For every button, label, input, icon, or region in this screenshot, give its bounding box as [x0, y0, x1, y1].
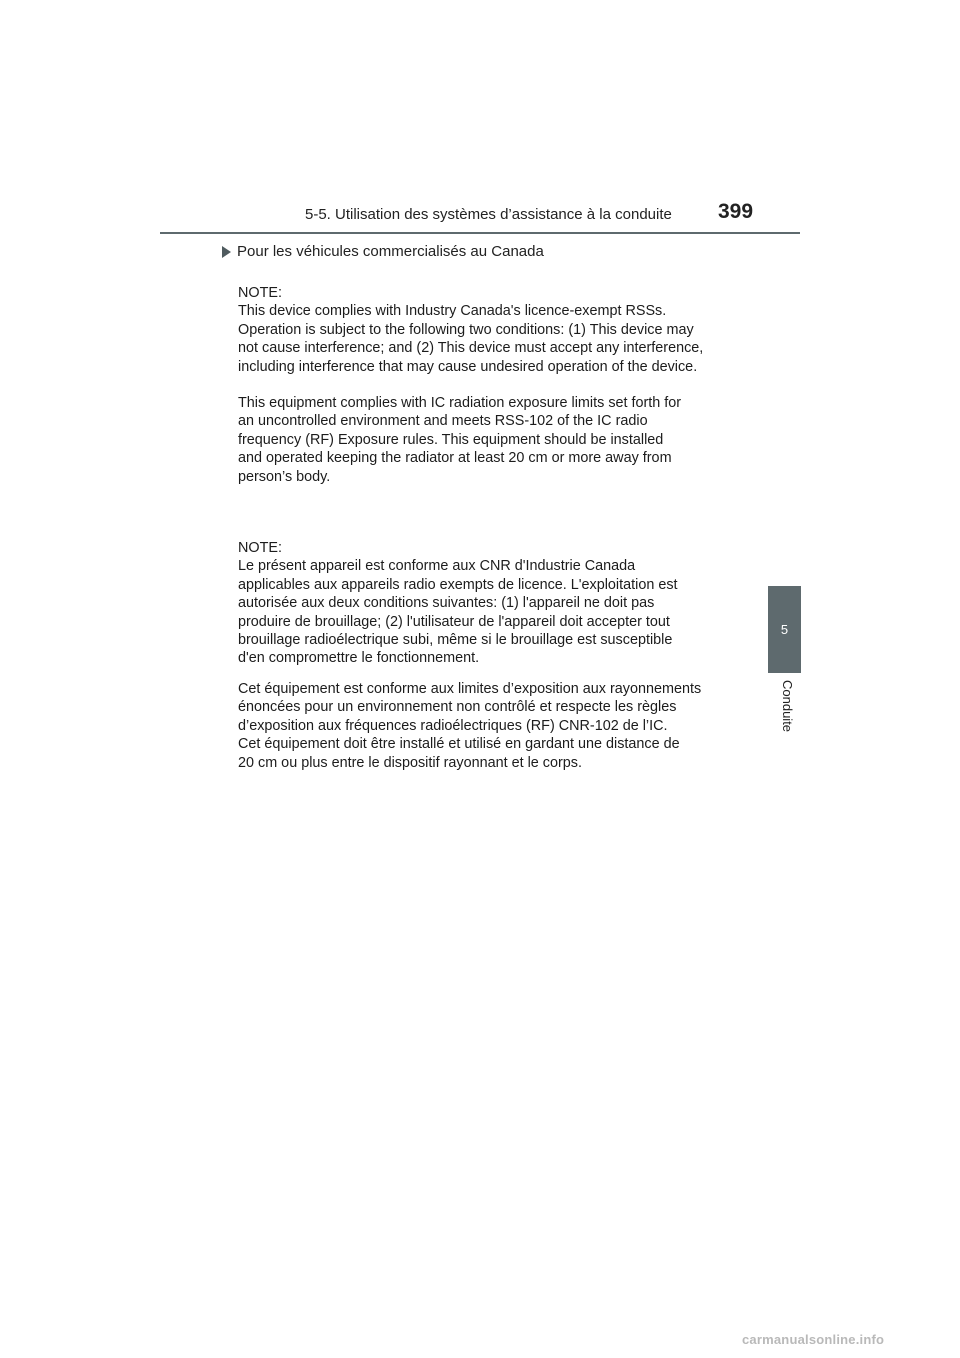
chapter-tab	[768, 586, 801, 673]
notice-line: including interference that may cause undesired operation of the device.	[238, 358, 698, 375]
notice-line: person’s body.	[238, 468, 331, 485]
notice-line: Cet équipement doit être installé et utilisé en gardant une distance de	[238, 736, 680, 753]
notice-english-paragraph-2	[238, 394, 738, 486]
notice-line: not cause interference; and (2) This device must accept any interference,	[238, 340, 704, 357]
notice-french-paragraph-2	[238, 680, 738, 772]
notice-line: frequency (RF) Exposure rules. This equipment should be installed	[238, 431, 664, 448]
notice-line: This device complies with Industry Canada's licence-exempt RSSs.	[238, 303, 667, 320]
notice-line: 20 cm ou plus entre le dispositif rayonnant et le corps.	[238, 754, 582, 771]
notice-line: Le présent appareil est conforme aux CNR d'Industrie Canada	[238, 558, 636, 575]
watermark: carmanualsonline.info	[742, 1332, 885, 1347]
notice-line: énoncées pour un environnement non contrôlé et respecte les règles	[238, 699, 677, 716]
notice-line: brouillage radioélectrique subi, même si le brouillage est susceptible	[238, 632, 673, 649]
chapter-number: 5	[780, 622, 789, 637]
notice-line: applicables aux appareils radio exempts de licence. L'exploitation est	[238, 576, 678, 593]
triangle-right-icon	[222, 246, 231, 258]
bullet-item	[222, 243, 544, 260]
notice-line: produire de brouillage; (2) l'utilisateur de l'appareil doit accepter tout	[238, 613, 670, 630]
bullet-text: Pour les véhicules commercialisés au Canada	[237, 243, 544, 260]
notice-line: and operated keeping the radiator at least 20 cm or more away from	[238, 450, 672, 467]
chapter-label: Conduite	[780, 680, 795, 733]
notice-french-paragraph-1	[238, 539, 738, 668]
notice-line: Cet équipement est conforme aux limites d’exposition aux rayonnements	[238, 681, 702, 697]
notice-line: NOTE:	[238, 285, 282, 301]
notice-line: autorisée aux deux conditions suivantes: (1) l'appareil ne doit pas	[238, 595, 655, 612]
notice-line: NOTE:	[238, 540, 282, 556]
notice-line: d’exposition aux fréquences radioélectriques (RF) CNR-102 de l’IC.	[238, 717, 668, 734]
notice-line: d'en compromettre le fonctionnement.	[238, 650, 480, 667]
notice-line: Operation is subject to the following two conditions: (1) This device may	[238, 321, 694, 338]
section-title: 5-5. Utilisation des systèmes d’assistance à la conduite	[305, 206, 672, 223]
notice-english-paragraph-1	[238, 284, 738, 376]
notice-line: This equipment complies with IC radiation exposure limits set forth for	[238, 395, 682, 411]
notice-line: an uncontrolled environment and meets RSS-102 of the IC radio	[238, 413, 648, 430]
header-divider	[160, 232, 800, 234]
page-number: 399	[718, 200, 754, 223]
